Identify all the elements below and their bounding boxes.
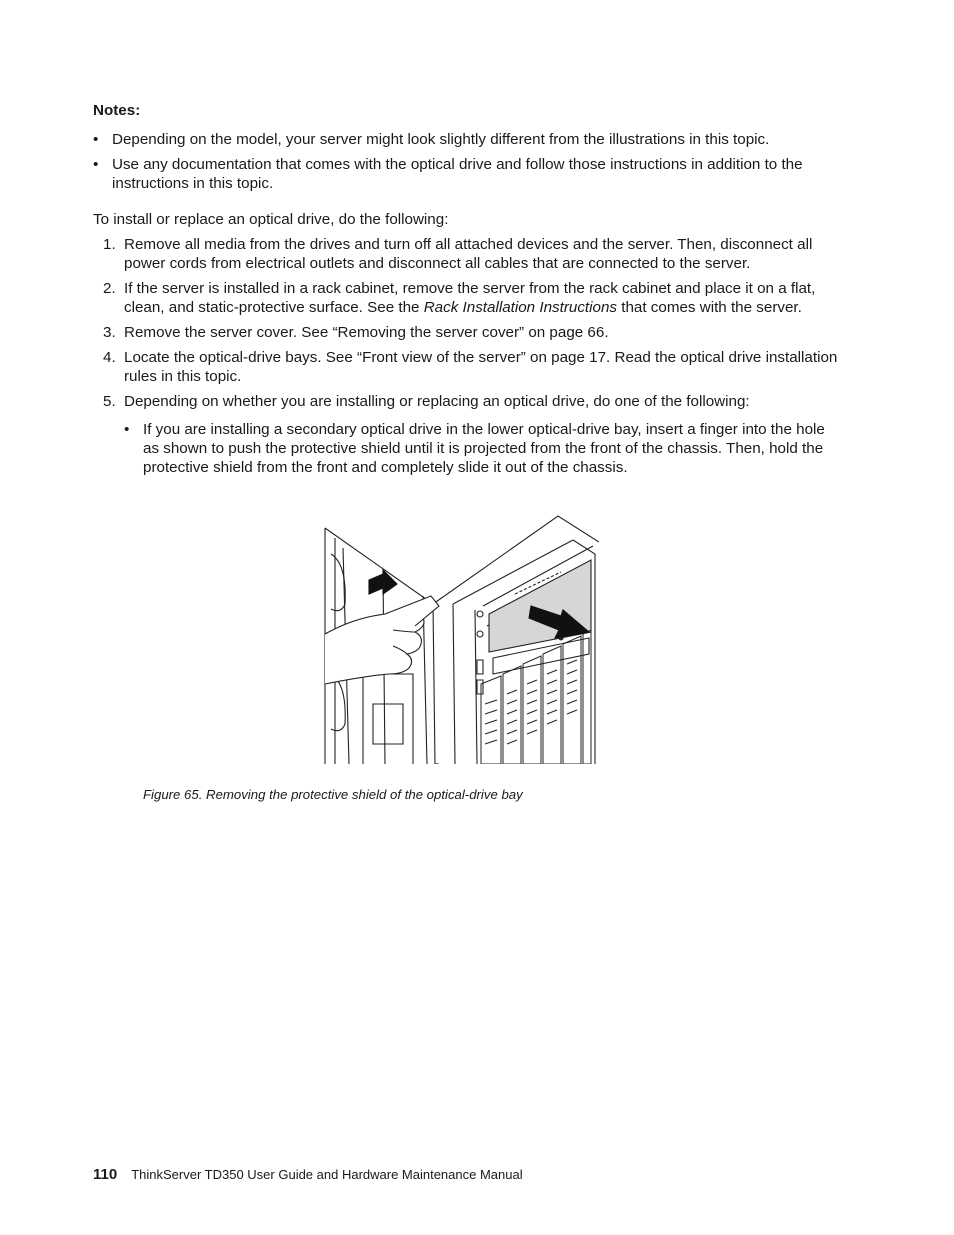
- step-item: 3. Remove the server cover. See “Removing the server cover” on page 66.: [103, 324, 609, 341]
- bullet-icon: •: [93, 156, 99, 173]
- sub-bullet-list: [124, 420, 843, 477]
- bullet-icon: •: [124, 421, 130, 438]
- notes-heading: Notes:: [93, 102, 141, 119]
- sub-bullet-item: • If you are installing a secondary optical drive in the lower optical-drive bay, insert a finger into the hole as shown to push the protective shield until it is projected from the front of the chassis. Then, hold the protective shield from the front and completely slide it out of the chassis.: [124, 421, 825, 476]
- figure-caption: Figure 65. Removing the protective shield of the optical-drive bay: [143, 787, 523, 802]
- notes-item: • Depending on the model, your server might look slightly different from the illustrations in this topic.: [93, 131, 770, 148]
- steps-list: [93, 235, 843, 477]
- figure-illustration: [323, 514, 599, 764]
- bullet-icon: •: [93, 131, 99, 148]
- page-content: [93, 101, 843, 483]
- notes-list: [93, 130, 843, 193]
- step-item: 1. Remove all media from the drives and turn off all attached devices and the server. Then, disconnect all power cords from electrical outlets and disconnect all cables that are connected to the server.: [103, 236, 813, 272]
- page-number: 110: [93, 1166, 118, 1183]
- page-footer: [93, 1166, 523, 1183]
- step-item: 2. If the server is installed in a rack cabinet, remove the server from the rack cabinet and place it on a flat, clean, and static-protective surface. See the Rack Installation Instructions that comes with the server.: [103, 280, 816, 316]
- step-item: 5. Depending on whether you are installing or replacing an optical drive, do one of the following: • If you are installing a secondary optical drive in the lower optical-drive bay, insert a finger into the hole as shown to push the protective shield until it is projected from the front of the chassis. Then, hold the protective shield from the front and completely slide it out of the chassis.: [93, 392, 843, 477]
- intro-paragraph: To install or replace an optical drive, do the following:: [93, 211, 449, 228]
- server-illustration: [323, 514, 599, 764]
- document-title: ThinkServer TD350 User Guide and Hardware Maintenance Manual: [131, 1167, 523, 1182]
- step-item: 4. Locate the optical-drive bays. See “Front view of the server” on page 17. Read the optical drive installation rules in this topic.: [103, 349, 838, 385]
- notes-item: • Use any documentation that comes with the optical drive and follow those instructions in addition to the instructions in this topic.: [93, 156, 803, 192]
- rack-instructions-title: Rack Installation Instructions: [423, 299, 618, 316]
